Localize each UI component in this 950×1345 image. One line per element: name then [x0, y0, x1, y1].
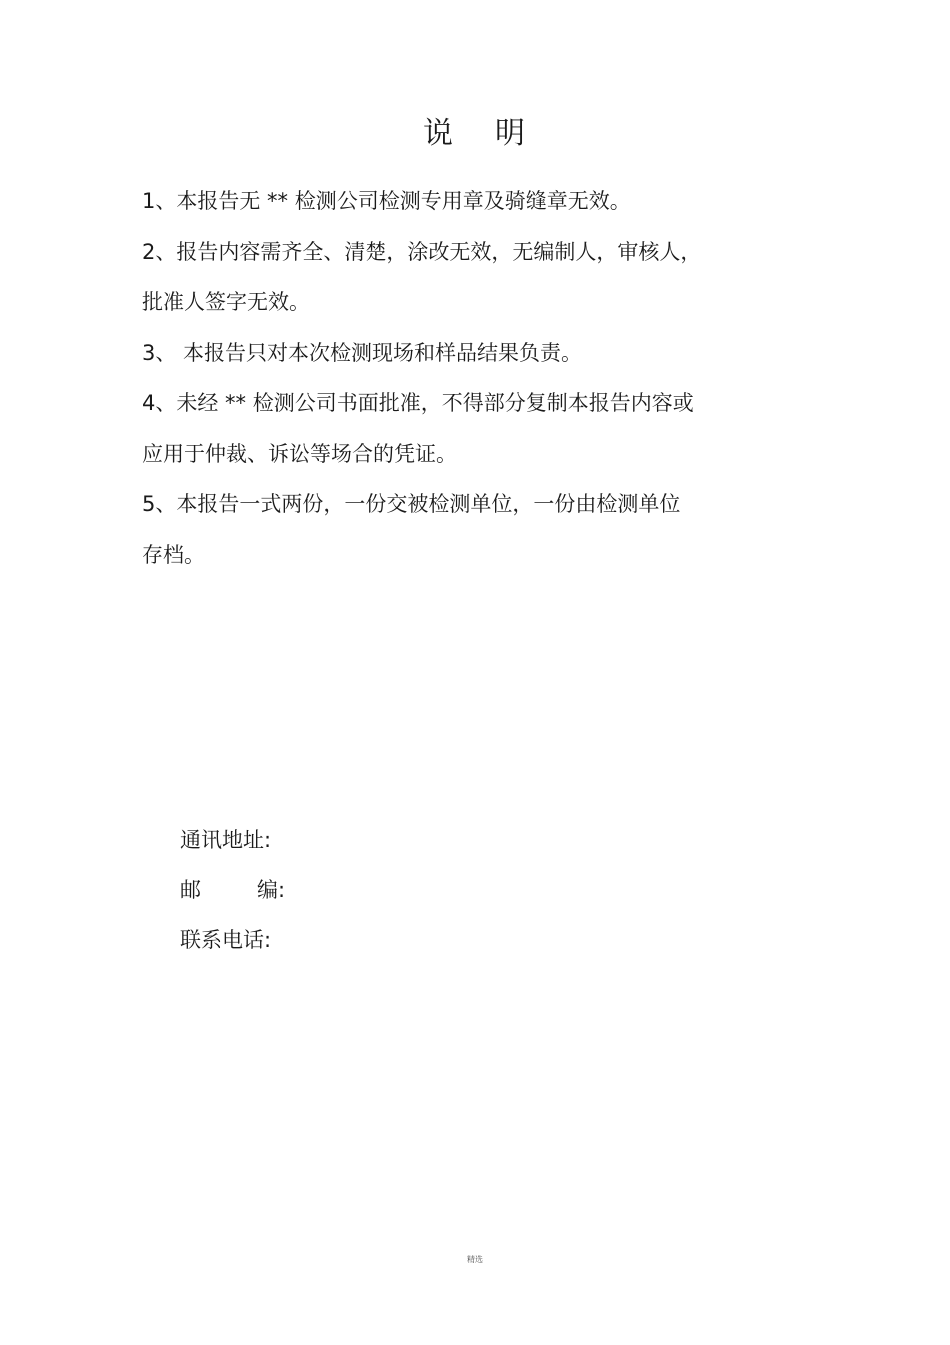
page-title-left: 说	[423, 116, 455, 151]
note-line: 1、本报告无 ** 检测公司检测专用章及骑缝章无效。	[142, 189, 631, 213]
postcode-label-a: 邮	[180, 878, 201, 902]
phone-label: 联系电话:	[180, 928, 272, 952]
note-line: 5、本报告一式两份，一份交被检测单位，一份由检测单位	[142, 492, 681, 516]
note-line: 2、报告内容需齐全、清楚，涂改无效，无编制人，审核人，	[142, 239, 702, 264]
note-line: 4、未经 ** 检测公司书面批准，不得部分复制本报告内容或	[142, 391, 694, 415]
postcode-label-b: 编:	[257, 878, 286, 902]
postcode-label	[180, 865, 285, 915]
page-title-right: 明	[495, 116, 527, 151]
note-line: 3、 本报告只对本次检测现场和样品结果负责。	[142, 340, 583, 365]
contact-block	[180, 815, 285, 965]
page-footer: 精选	[467, 1255, 483, 1264]
page-title	[0, 112, 950, 156]
notes-body	[142, 176, 762, 580]
note-line: 存档。	[142, 542, 205, 567]
address-label: 通讯地址:	[180, 828, 272, 852]
note-line: 批准人签字无效。	[142, 290, 310, 314]
note-line: 应用于仲裁、诉讼等场合的凭证。	[142, 441, 457, 466]
